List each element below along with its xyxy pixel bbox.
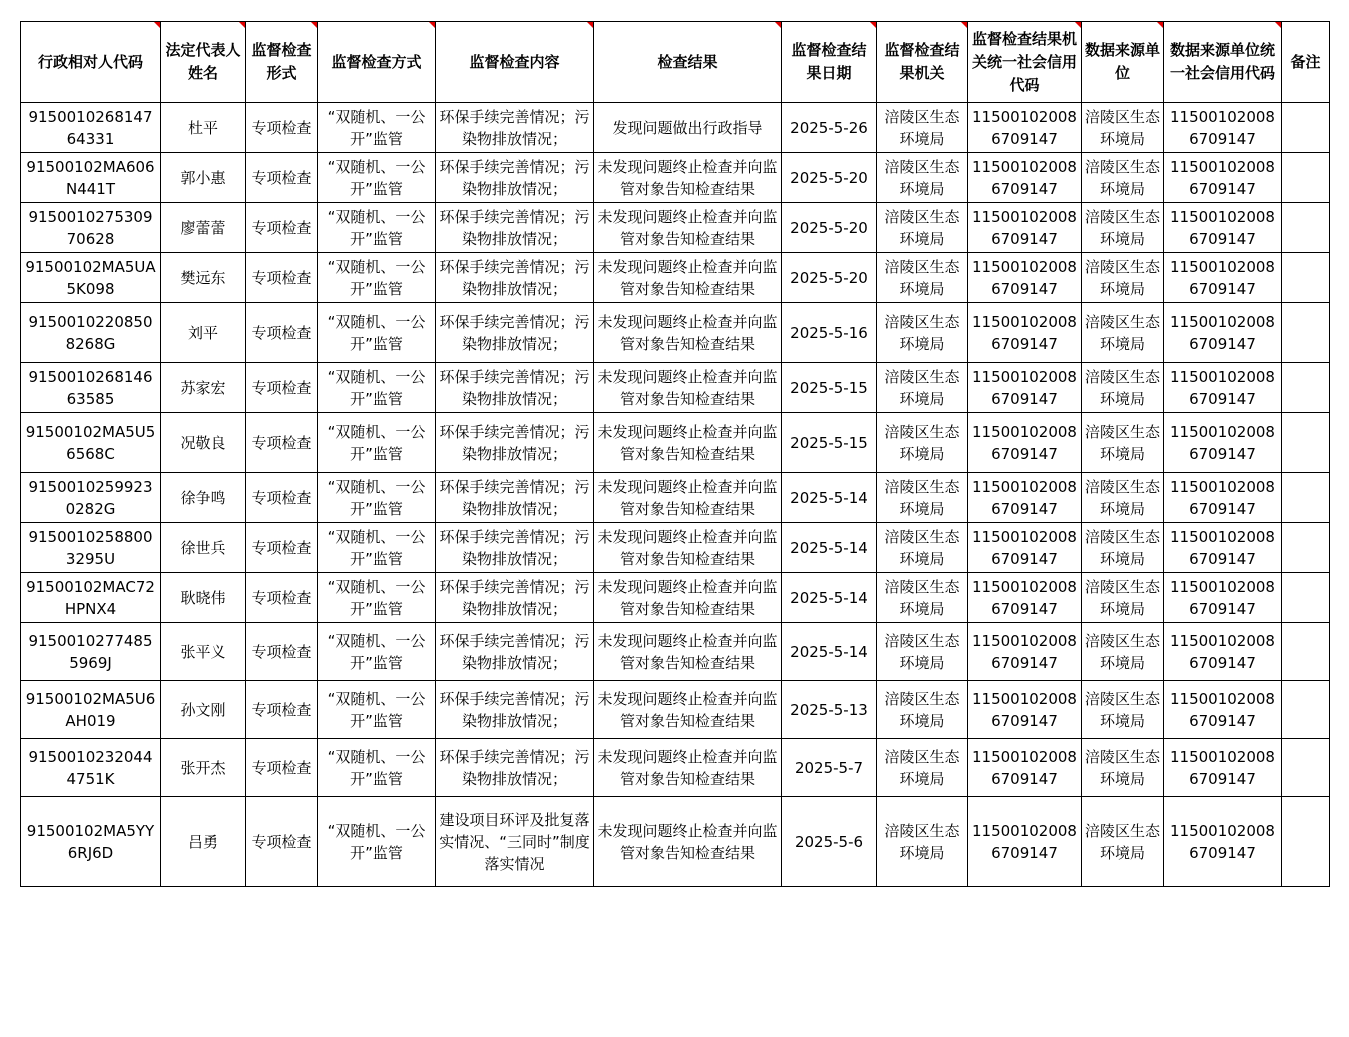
authority-credit-code-cell[interactable]: 115001020086709147 [968,303,1082,363]
inspection-method-cell[interactable]: “双随机、一公开”监管 [318,681,436,739]
inspection-method-cell[interactable]: “双随机、一公开”监管 [318,203,436,253]
comment-marker-icon [429,22,435,28]
inspection-content-cell[interactable]: 环保手续完善情况；污染物排放情况； [436,739,594,797]
result-date-cell[interactable]: 2025-5-20 [782,253,877,303]
subject-code-cell[interactable]: 91500102MA5U56568C [21,413,161,473]
inspection-form-cell[interactable]: 专项检查 [246,203,318,253]
data-source-cell[interactable]: 涪陵区生态环境局 [1082,681,1164,739]
table-row [21,413,1330,473]
inspection-content-cell[interactable]: 环保手续完善情况；污染物排放情况； [436,303,594,363]
comment-marker-icon [870,22,876,28]
subject-code-cell[interactable]: 91500102MA5YY6RJ6D [21,797,161,887]
authority-credit-code-cell[interactable]: 115001020086709147 [968,681,1082,739]
legal-rep-cell[interactable]: 孙文刚 [161,681,246,739]
result-authority-cell[interactable]: 涪陵区生态环境局 [877,413,968,473]
inspection-result-cell[interactable]: 未发现问题终止检查并向监管对象告知检查结果 [594,473,782,523]
table-row [21,473,1330,523]
inspection-content-cell[interactable]: 环保手续完善情况；污染物排放情况； [436,253,594,303]
result-date-cell[interactable]: 2025-5-13 [782,681,877,739]
inspection-result-cell[interactable]: 未发现问题终止检查并向监管对象告知检查结果 [594,413,782,473]
data-source-cell[interactable]: 涪陵区生态环境局 [1082,797,1164,887]
result-authority-cell[interactable]: 涪陵区生态环境局 [877,523,968,573]
legal-rep-cell[interactable]: 吕勇 [161,797,246,887]
comment-marker-icon [587,22,593,28]
legal-rep-cell[interactable]: 樊远东 [161,253,246,303]
result-authority-cell[interactable]: 涪陵区生态环境局 [877,623,968,681]
legal-rep-cell[interactable]: 苏家宏 [161,363,246,413]
inspection-form-cell[interactable]: 专项检查 [246,103,318,153]
subject-code-cell[interactable]: 915001026814764331 [21,103,161,153]
inspection-result-cell[interactable]: 未发现问题终止检查并向监管对象告知检查结果 [594,203,782,253]
table-row [21,303,1330,363]
source-credit-code-cell[interactable]: 115001020086709147 [1164,413,1282,473]
inspection-content-cell[interactable]: 建设项目环评及批复落实情况、“三同时”制度落实情况 [436,797,594,887]
comment-marker-icon [239,22,245,28]
source-credit-code-cell[interactable]: 115001020086709147 [1164,103,1282,153]
legal-rep-cell[interactable]: 郭小惠 [161,153,246,203]
inspection-result-cell[interactable]: 发现问题做出行政指导 [594,103,782,153]
remarks-cell[interactable] [1282,203,1330,253]
result-authority-cell[interactable]: 涪陵区生态环境局 [877,473,968,523]
table-row [21,523,1330,573]
source-credit-code-cell[interactable]: 115001020086709147 [1164,797,1282,887]
table-row [21,103,1330,153]
remarks-cell[interactable] [1282,363,1330,413]
inspection-method-cell[interactable]: “双随机、一公开”监管 [318,413,436,473]
subject-code-cell[interactable]: 91500102320444751K [21,739,161,797]
data-source-cell[interactable]: 涪陵区生态环境局 [1082,253,1164,303]
source-credit-code-cell[interactable]: 115001020086709147 [1164,573,1282,623]
table-row [21,681,1330,739]
inspection-content-cell[interactable]: 环保手续完善情况；污染物排放情况； [436,473,594,523]
inspection-results-table [20,21,1330,887]
authority-credit-code-cell[interactable]: 115001020086709147 [968,413,1082,473]
remarks-cell[interactable] [1282,573,1330,623]
header-cell[interactable] [877,22,968,103]
legal-rep-cell[interactable]: 耿晓伟 [161,573,246,623]
authority-credit-code-cell[interactable]: 115001020086709147 [968,253,1082,303]
header-label: 监督检查结果机关统一社会信用代码 [971,29,1077,94]
inspection-form-cell[interactable]: 专项检查 [246,153,318,203]
inspection-result-cell[interactable]: 未发现问题终止检查并向监管对象告知检查结果 [594,303,782,363]
result-authority-cell[interactable]: 涪陵区生态环境局 [877,363,968,413]
subject-code-cell[interactable]: 91500102MAC72HPNX4 [21,573,161,623]
result-authority-cell[interactable]: 涪陵区生态环境局 [877,681,968,739]
inspection-method-cell[interactable]: “双随机、一公开”监管 [318,153,436,203]
inspection-method-cell[interactable]: “双随机、一公开”监管 [318,103,436,153]
result-date-cell[interactable]: 2025-5-15 [782,363,877,413]
header-label: 监督检查形式 [251,41,312,82]
authority-credit-code-cell[interactable]: 115001020086709147 [968,363,1082,413]
inspection-content-cell[interactable]: 环保手续完善情况；污染物排放情况； [436,681,594,739]
legal-rep-cell[interactable]: 廖蕾蕾 [161,203,246,253]
result-date-cell[interactable]: 2025-5-7 [782,739,877,797]
inspection-method-cell[interactable]: “双随机、一公开”监管 [318,739,436,797]
data-source-cell[interactable]: 涪陵区生态环境局 [1082,573,1164,623]
inspection-content-cell[interactable]: 环保手续完善情况；污染物排放情况； [436,363,594,413]
table-row [21,573,1330,623]
table-row [21,797,1330,887]
header-cell[interactable] [968,22,1082,103]
table-row [21,623,1330,681]
inspection-form-cell[interactable]: 专项检查 [246,253,318,303]
table-row [21,253,1330,303]
result-authority-cell[interactable]: 涪陵区生态环境局 [877,303,968,363]
source-credit-code-cell[interactable]: 115001020086709147 [1164,363,1282,413]
header-cell[interactable] [246,22,318,103]
inspection-method-cell[interactable]: “双随机、一公开”监管 [318,303,436,363]
authority-credit-code-cell[interactable]: 115001020086709147 [968,203,1082,253]
result-authority-cell[interactable]: 涪陵区生态环境局 [877,153,968,203]
authority-credit-code-cell[interactable]: 115001020086709147 [968,623,1082,681]
data-source-cell[interactable]: 涪陵区生态环境局 [1082,473,1164,523]
source-credit-code-cell[interactable]: 115001020086709147 [1164,739,1282,797]
data-source-cell[interactable]: 涪陵区生态环境局 [1082,203,1164,253]
subject-code-cell[interactable]: 91500102MA5UA5K098 [21,253,161,303]
comment-marker-icon [1275,22,1281,28]
inspection-form-cell[interactable]: 专项检查 [246,523,318,573]
authority-credit-code-cell[interactable]: 115001020086709147 [968,573,1082,623]
remarks-cell[interactable] [1282,681,1330,739]
source-credit-code-cell[interactable]: 115001020086709147 [1164,303,1282,363]
legal-rep-cell[interactable]: 张平义 [161,623,246,681]
result-authority-cell[interactable]: 涪陵区生态环境局 [877,203,968,253]
inspection-method-cell[interactable]: “双随机、一公开”监管 [318,253,436,303]
result-date-cell[interactable]: 2025-5-14 [782,573,877,623]
result-authority-cell[interactable]: 涪陵区生态环境局 [877,103,968,153]
remarks-cell[interactable] [1282,103,1330,153]
source-credit-code-cell[interactable]: 115001020086709147 [1164,203,1282,253]
header-label: 法定代表人姓名 [165,41,241,82]
inspection-result-cell[interactable]: 未发现问题终止检查并向监管对象告知检查结果 [594,253,782,303]
subject-code-cell[interactable]: 91500102774855969J [21,623,161,681]
table-row [21,203,1330,253]
result-date-cell[interactable]: 2025-5-14 [782,523,877,573]
header-cell[interactable] [1164,22,1282,103]
authority-credit-code-cell[interactable]: 115001020086709147 [968,523,1082,573]
result-authority-cell[interactable]: 涪陵区生态环境局 [877,573,968,623]
inspection-result-cell[interactable]: 未发现问题终止检查并向监管对象告知检查结果 [594,363,782,413]
inspection-result-cell[interactable]: 未发现问题终止检查并向监管对象告知检查结果 [594,573,782,623]
header-cell[interactable] [1282,22,1330,103]
result-date-cell[interactable]: 2025-5-26 [782,103,877,153]
result-date-cell[interactable]: 2025-5-14 [782,473,877,523]
header-cell[interactable] [782,22,877,103]
result-date-cell[interactable]: 2025-5-6 [782,797,877,887]
subject-code-cell[interactable]: 91500102208508268G [21,303,161,363]
inspection-form-cell[interactable]: 专项检查 [246,797,318,887]
source-credit-code-cell[interactable]: 115001020086709147 [1164,523,1282,573]
remarks-cell[interactable] [1282,253,1330,303]
data-source-cell[interactable]: 涪陵区生态环境局 [1082,303,1164,363]
subject-code-cell[interactable]: 91500102MA606N441T [21,153,161,203]
remarks-cell[interactable] [1282,523,1330,573]
comment-marker-icon [1157,22,1163,28]
data-source-cell[interactable]: 涪陵区生态环境局 [1082,363,1164,413]
legal-rep-cell[interactable]: 况敬良 [161,413,246,473]
table-row [21,363,1330,413]
remarks-cell[interactable] [1282,739,1330,797]
header-cell[interactable] [21,22,161,103]
legal-rep-cell[interactable]: 张开杰 [161,739,246,797]
header-label: 检查结果 [657,52,718,71]
subject-code-cell[interactable]: 91500102588003295U [21,523,161,573]
inspection-content-cell[interactable]: 环保手续完善情况；污染物排放情况； [436,523,594,573]
remarks-cell[interactable] [1282,797,1330,887]
inspection-form-cell[interactable]: 专项检查 [246,739,318,797]
authority-credit-code-cell[interactable]: 115001020086709147 [968,739,1082,797]
data-source-cell[interactable]: 涪陵区生态环境局 [1082,103,1164,153]
inspection-form-cell[interactable]: 专项检查 [246,473,318,523]
header-label: 监督检查结果机关 [884,41,960,82]
header-cell[interactable] [318,22,436,103]
source-credit-code-cell[interactable]: 115001020086709147 [1164,253,1282,303]
inspection-result-cell[interactable]: 未发现问题终止检查并向监管对象告知检查结果 [594,739,782,797]
result-date-cell[interactable]: 2025-5-15 [782,413,877,473]
source-credit-code-cell[interactable]: 115001020086709147 [1164,153,1282,203]
source-credit-code-cell[interactable]: 115001020086709147 [1164,473,1282,523]
subject-code-cell[interactable]: 91500102599230282G [21,473,161,523]
inspection-method-cell[interactable]: “双随机、一公开”监管 [318,623,436,681]
subject-code-cell[interactable]: 915001026814663585 [21,363,161,413]
subject-code-cell[interactable]: 91500102MA5U6AH019 [21,681,161,739]
inspection-method-cell[interactable]: “双随机、一公开”监管 [318,797,436,887]
inspection-content-cell[interactable]: 环保手续完善情况；污染物排放情况； [436,203,594,253]
inspection-result-cell[interactable]: 未发现问题终止检查并向监管对象告知检查结果 [594,523,782,573]
header-label: 监督检查结果日期 [791,41,867,82]
comment-marker-icon [154,22,160,28]
header-label: 监督检查内容 [469,52,560,71]
header-cell[interactable] [161,22,246,103]
inspection-content-cell[interactable]: 环保手续完善情况；污染物排放情况； [436,103,594,153]
remarks-cell[interactable] [1282,473,1330,523]
inspection-content-cell[interactable]: 环保手续完善情况；污染物排放情况； [436,413,594,473]
result-date-cell[interactable]: 2025-5-20 [782,203,877,253]
comment-marker-icon [311,22,317,28]
result-authority-cell[interactable]: 涪陵区生态环境局 [877,739,968,797]
inspection-result-cell[interactable]: 未发现问题终止检查并向监管对象告知检查结果 [594,797,782,887]
legal-rep-cell[interactable]: 徐争鸣 [161,473,246,523]
inspection-method-cell[interactable]: “双随机、一公开”监管 [318,473,436,523]
inspection-content-cell[interactable]: 环保手续完善情况；污染物排放情况； [436,623,594,681]
header-label: 数据来源单位统一社会信用代码 [1169,41,1275,82]
inspection-form-cell[interactable]: 专项检查 [246,681,318,739]
table-row [21,153,1330,203]
inspection-form-cell[interactable]: 专项检查 [246,303,318,363]
inspection-form-cell[interactable]: 专项检查 [246,363,318,413]
legal-rep-cell[interactable]: 刘平 [161,303,246,363]
legal-rep-cell[interactable]: 杜平 [161,103,246,153]
inspection-method-cell[interactable]: “双随机、一公开”监管 [318,523,436,573]
data-source-cell[interactable]: 涪陵区生态环境局 [1082,523,1164,573]
data-source-cell[interactable]: 涪陵区生态环境局 [1082,623,1164,681]
table-row [21,739,1330,797]
header-label: 监督检查方式 [331,52,422,71]
data-source-cell[interactable]: 涪陵区生态环境局 [1082,153,1164,203]
header-cell[interactable] [436,22,594,103]
inspection-result-cell[interactable]: 未发现问题终止检查并向监管对象告知检查结果 [594,681,782,739]
header-label: 备注 [1290,52,1321,71]
inspection-content-cell[interactable]: 环保手续完善情况；污染物排放情况； [436,573,594,623]
result-authority-cell[interactable]: 涪陵区生态环境局 [877,253,968,303]
authority-credit-code-cell[interactable]: 115001020086709147 [968,797,1082,887]
result-date-cell[interactable]: 2025-5-16 [782,303,877,363]
comment-marker-icon [775,22,781,28]
remarks-cell[interactable] [1282,153,1330,203]
comment-marker-icon [961,22,967,28]
remarks-cell[interactable] [1282,413,1330,473]
authority-credit-code-cell[interactable]: 115001020086709147 [968,153,1082,203]
inspection-method-cell[interactable]: “双随机、一公开”监管 [318,573,436,623]
legal-rep-cell[interactable]: 徐世兵 [161,523,246,573]
authority-credit-code-cell[interactable]: 115001020086709147 [968,103,1082,153]
inspection-result-cell[interactable]: 未发现问题终止检查并向监管对象告知检查结果 [594,623,782,681]
source-credit-code-cell[interactable]: 115001020086709147 [1164,681,1282,739]
header-label: 行政相对人代码 [37,52,143,71]
table-body [21,103,1330,887]
inspection-form-cell[interactable]: 专项检查 [246,413,318,473]
source-credit-code-cell[interactable]: 115001020086709147 [1164,623,1282,681]
data-source-cell[interactable]: 涪陵区生态环境局 [1082,413,1164,473]
data-source-cell[interactable]: 涪陵区生态环境局 [1082,739,1164,797]
comment-marker-icon [1075,22,1081,28]
inspection-result-cell[interactable]: 未发现问题终止检查并向监管对象告知检查结果 [594,153,782,203]
remarks-cell[interactable] [1282,303,1330,363]
header-cell[interactable] [594,22,782,103]
remarks-cell[interactable] [1282,623,1330,681]
inspection-method-cell[interactable]: “双随机、一公开”监管 [318,363,436,413]
result-date-cell[interactable]: 2025-5-14 [782,623,877,681]
inspection-content-cell[interactable]: 环保手续完善情况；污染物排放情况； [436,153,594,203]
inspection-form-cell[interactable]: 专项检查 [246,573,318,623]
inspection-form-cell[interactable]: 专项检查 [246,623,318,681]
subject-code-cell[interactable]: 915001027530970628 [21,203,161,253]
authority-credit-code-cell[interactable]: 115001020086709147 [968,473,1082,523]
header-label: 数据来源单位 [1085,41,1161,82]
header-cell[interactable] [1082,22,1164,103]
result-date-cell[interactable]: 2025-5-20 [782,153,877,203]
result-authority-cell[interactable]: 涪陵区生态环境局 [877,797,968,887]
header-row [21,22,1330,103]
